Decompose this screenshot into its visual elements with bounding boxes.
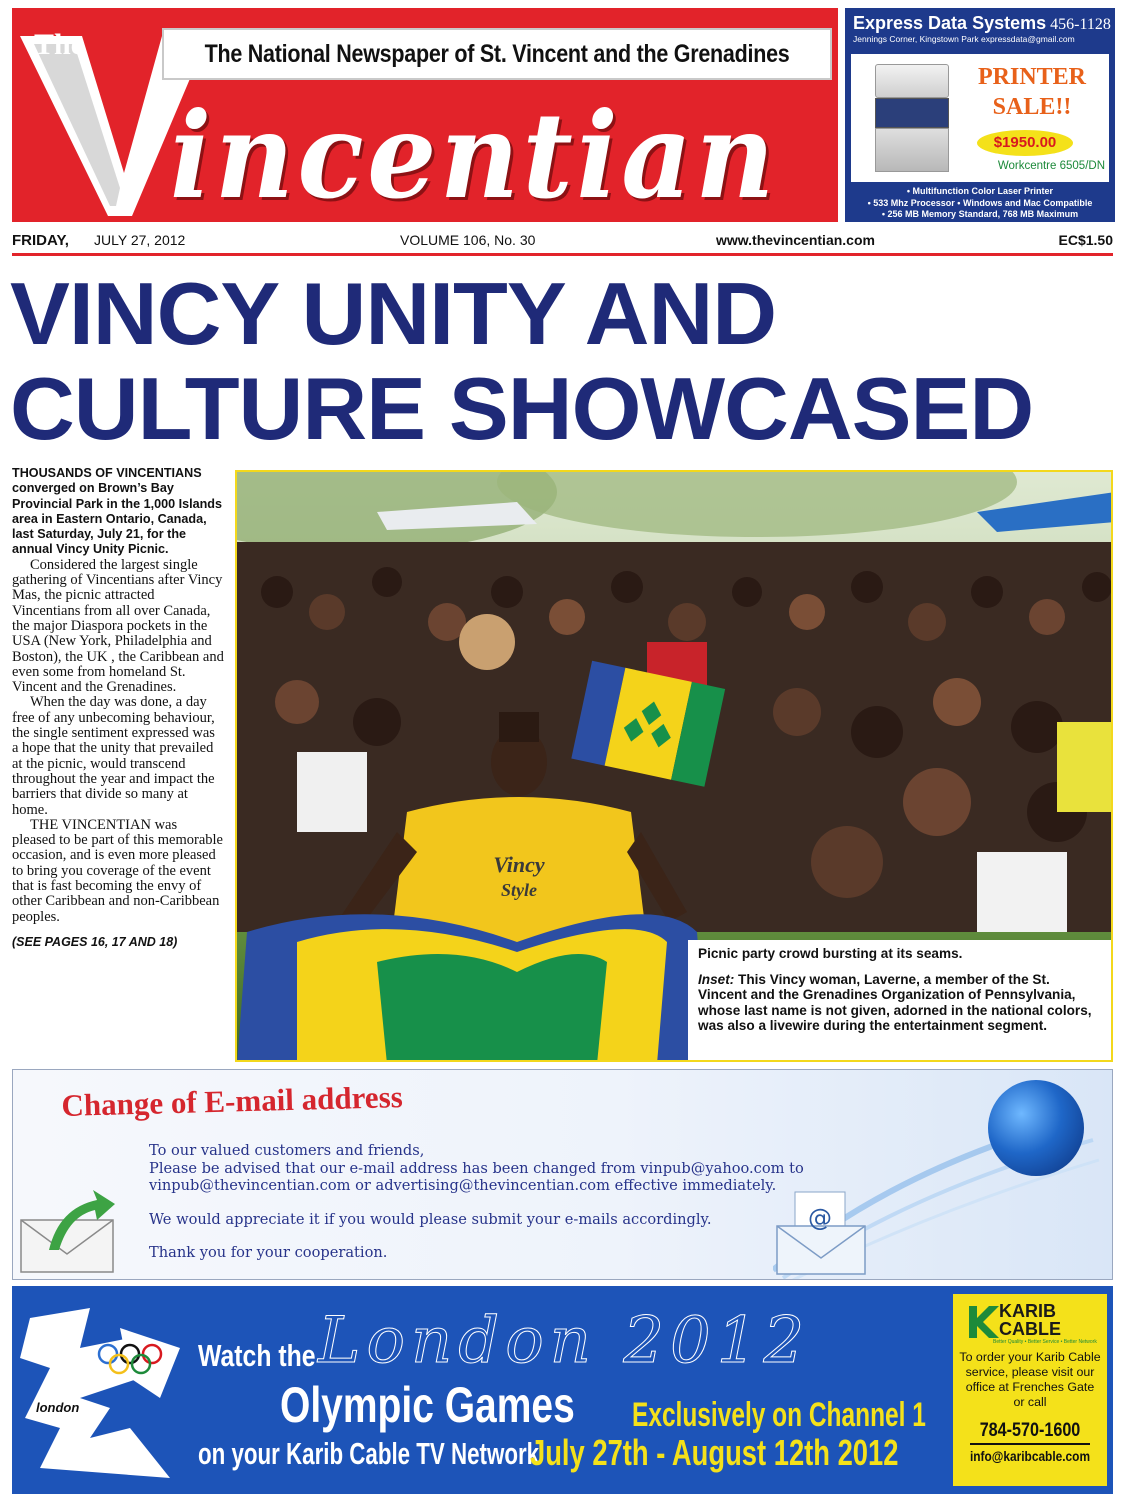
printer-sale-text [957, 62, 1107, 122]
sale-line-2: SALE!! [992, 94, 1072, 120]
printer-model: Workcentre 6505/DN [997, 160, 1105, 172]
karib-cable-box [953, 1294, 1107, 1486]
see-pages-reference: (SEE PAGES 16, 17 AND 18) [12, 934, 178, 949]
dateline [12, 232, 1113, 252]
email-line-3: vinpub@thevincentian.com or advertising@thevincentian.com effective immediately. [149, 1177, 777, 1194]
printer-features [847, 186, 1113, 221]
website-link[interactable]: www.thevincentian.com [716, 232, 875, 248]
olympic-ad-watch: Watch the [198, 1338, 316, 1373]
olympic-ad-network: on your Karib Cable TV Network [198, 1436, 540, 1471]
caption-title: Picnic party crowd bursting at its seams. [698, 946, 963, 961]
olympic-ad-games: Olympic Games [280, 1377, 575, 1433]
shirt-text-1: Vincy [493, 852, 545, 877]
headline-line-2: CULTURE SHOWCASED [10, 359, 1034, 458]
price-badge: $1950.00 [977, 130, 1073, 156]
at-symbol: @ [808, 1204, 832, 1232]
karib-phone[interactable]: 784-570-1600 [979, 1420, 1081, 1441]
caption-inset-label: Inset: [698, 971, 735, 987]
email-ad-message [149, 1142, 829, 1262]
london-2012-logo [20, 1308, 188, 1478]
karib-email[interactable]: info@karibcable.com [969, 1448, 1091, 1464]
globe-icon [988, 1080, 1084, 1176]
email-change-ad [12, 1069, 1113, 1280]
issue-day: FRIDAY, [12, 232, 69, 249]
issue-volume: VOLUME 106, No. 30 [400, 232, 536, 248]
envelope-arrow-icon [19, 1190, 115, 1274]
feature-1: • Multifunction Color Laser Printer [906, 186, 1054, 196]
caption-inset-text: This Vincy woman, Laverne, a member of the St. Vincent and the Grenadines Organization of Pennsylvania, whose last name is not given, adorned in the national colors, was also a livewire during the entertainment segment. [698, 971, 1092, 1033]
email-line-4: We would appreciate it if you would please submit your e-mails accordingly. [149, 1210, 712, 1228]
express-ad-phone: 456-1128 [1050, 16, 1111, 33]
olympic-ad-dates: July 27th - August 12th 2012 [530, 1432, 899, 1473]
karib-cable-logo [965, 1302, 1095, 1348]
caption-inset [698, 972, 1101, 1034]
london-2012-logo-shape [20, 1308, 188, 1478]
story-lead: THOUSANDS OF VINCENTIANS converged on Brown’s Bay Provincial Park in the 1,000 Islands area in Eastern Ontario, Canada, last Saturday, July 21, for the annual Vincy Unity Picnic. [12, 466, 222, 557]
karib-phone-underline [970, 1443, 1090, 1445]
olympic-games-ad [12, 1286, 1113, 1494]
email-line-2: Please be advised that our e-mail address has been changed from vinpub@yahoo.com to [149, 1159, 804, 1177]
photo-caption [688, 940, 1111, 1060]
express-ad-address: Jennings Corner, Kingstown Park expressdata@gmail.com [853, 34, 1075, 44]
story-paragraph-2: When the day was done, a day free of any unbecoming behaviour, the single sentiment expressed was a hope that the unity that prevailed at the picnic, would transcend throughout the year and impact the barriers that divide so many at home. [12, 694, 215, 818]
email-line-1: To our valued customers and friends, [149, 1142, 425, 1159]
karib-name [999, 1302, 1061, 1338]
masthead [12, 8, 838, 222]
olympic-ad-exclusive: Exclusively on Channel 1 [632, 1396, 926, 1434]
masthead-the: The [34, 28, 85, 61]
main-headline [10, 266, 1125, 456]
express-ad-header [847, 10, 1113, 34]
karib-name-1: KARIB [999, 1301, 1056, 1321]
story-column [12, 466, 224, 950]
karib-slogan: Better Quality • Better Service • Better Network [993, 1339, 1097, 1345]
email-ad-title: Change of E-mail address [61, 1079, 404, 1123]
karib-name-2: CABLE [999, 1319, 1061, 1339]
masthead-tagline: The National Newspaper of St. Vincent and the Grenadines [204, 39, 790, 68]
printer-image [875, 64, 949, 172]
karib-info: To order your Karib Cable service, please visit our office at Frenches Gate or call [959, 1350, 1101, 1409]
story-paragraph-3: THE VINCENTIAN was pleased to be part of this memorable occasion, and is even more pleased to bring you coverage of the event that is fast becoming the envy of other Caribbean and non-Caribbean peoples. [12, 816, 223, 925]
headline-line-1: VINCY UNITY AND [10, 264, 777, 363]
shirt-text-2: Style [501, 880, 537, 900]
express-data-ad [845, 8, 1115, 222]
logo-london-label: london [36, 1400, 80, 1415]
crowd-photo [235, 470, 1113, 1062]
masthead-paper-name: incentian [170, 86, 779, 222]
express-ad-body [851, 54, 1109, 182]
express-ad-title: Express Data Systems [853, 13, 1047, 33]
issue-price: EC$1.50 [1058, 232, 1113, 248]
feature-2: • 533 Mhz Processor • Windows and Mac Compatible [867, 197, 1093, 208]
tagline-box [162, 28, 832, 80]
sale-line-1: PRINTER [977, 64, 1086, 90]
issue-date: JULY 27, 2012 [94, 232, 186, 248]
olympic-ad-london-2012: London 2012 [318, 1304, 811, 1378]
email-line-5: Thank you for your cooperation. [149, 1244, 388, 1261]
envelope-at-icon [775, 1186, 867, 1276]
karib-k-icon [969, 1306, 999, 1338]
feature-3: • 256 MB Memory Standard, 768 MB Maximum [881, 209, 1079, 219]
dateline-rule [12, 253, 1113, 256]
story-paragraph-1: Considered the largest single gathering of Vincentians after Vincy Mas, the picnic attracted Vincentians from all over Canada, the major Diaspora pockets in the USA (New York, Philadelphia and Boston), the UK , the Caribbean and even some from homeland St. Vincent and the Grenadines. [12, 556, 224, 696]
